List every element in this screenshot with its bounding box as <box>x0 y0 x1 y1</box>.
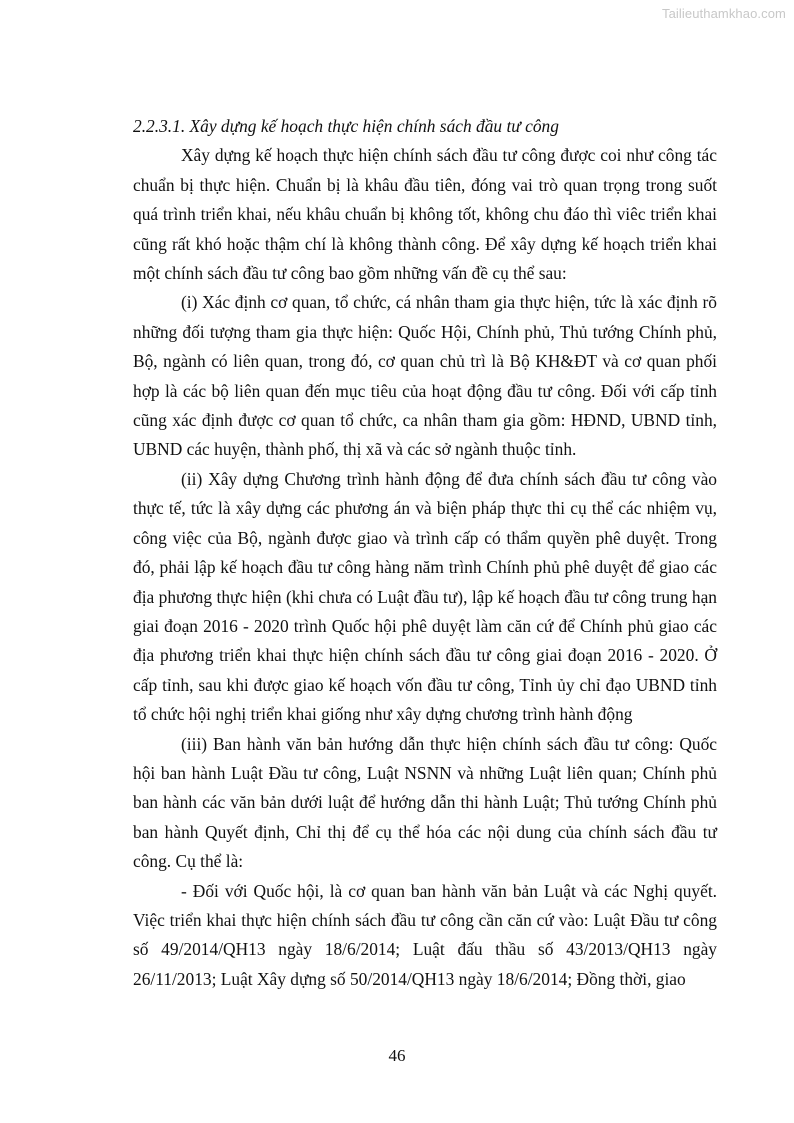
paragraph-national-assembly: - Đối với Quốc hội, là cơ quan ban hành văn bản Luật và các Nghị quyết. Việc triển khai thực hiện chính sách đầu tư công cần căn cứ vào: Luật Đầu tư công số 49/2014/QH13 ngày 18/6/2014; Luật đấu thầu số 43/2013/QH13 ngày 26/11/2013; Luật Xây dựng số 50/2014/QH13 ngày 18/6/2014; Đồng thời, giao <box>133 880 717 989</box>
page-number: 46 <box>388 1046 406 1065</box>
paragraph-item-ii: (ii) Xây dựng Chương trình hành động để đưa chính sách đầu tư công vào thực tế, tức là xây dựng các phương án và biện pháp thực thi cụ thể các nhiệm vụ, công việc của Bộ, ngành được giao và trình cấp có thẩm quyền phê duyệt. Trong đó, phải lập kế hoạch đầu tư công hàng năm trình Chính phủ phê duyệt để giao các địa phương thực hiện (khi chưa có Luật đầu tư), lập kế hoạch đầu tư công trung hạn giai đoạn 2016 - 2020 trình Quốc hội phê duyệt làm căn cứ để Chính phủ giao các địa phương triển khai thực hiện chính sách đầu tư công giai đoạn 2016 - 2020. Ở cấp tỉnh, sau khi được giao kế hoạch vốn đầu tư công, Tỉnh ủy chỉ đạo UBND tỉnh tổ chức hội nghị triển khai giống như xây dựng chương trình hành động <box>133 468 717 725</box>
watermark-text: Tailieuthamkhao.com <box>661 6 786 21</box>
paragraph-intro: Xây dựng kế hoạch thực hiện chính sách đầu tư công được coi như công tác chuẩn bị thực hiện. Chuẩn bị là khâu đầu tiên, đóng vai trò quan trọng trong suốt quá trình triển khai, nếu khâu chuẩn bị không tốt, không chu đáo thì viêc triển khai cũng rất khó hoặc thậm chí là không thành công. Để xây dựng kế hoạch triển khai một chính sách đầu tư công bao gồm những vấn đề cụ thể sau: <box>133 145 717 284</box>
paragraph-item-i: (i) Xác định cơ quan, tổ chức, cá nhân tham gia thực hiện, tức là xác định rõ những đối tượng tham gia thực hiện: Quốc Hội, Chính phủ, Thủ tướng Chính phủ, Bộ, ngành có liên quan, trong đó, cơ quan chủ trì là Bộ KH&ĐT và cơ quan phối hợp là các bộ liên quan đến mục tiêu của hoạt động đầu tư công. Đối với cấp tỉnh cũng xác định được cơ quan tổ chức, ca nhân tham gia gồm: HĐND, UBND tỉnh, UBND các huyện, thành phố, thị xã và các sở ngành thuộc tỉnh. <box>133 292 717 460</box>
document-body <box>133 112 717 994</box>
paragraph-item-iii: (iii) Ban hành văn bản hướng dẫn thực hiện chính sách đầu tư công: Quốc hội ban hành Luật Đầu tư công, Luật NSNN và những Luật liên quan; Chính phủ ban hành các văn bản dưới luật để hướng dẫn thi hành Luật; Thủ tướng Chính phủ ban hành Quyết định, Chỉ thị để cụ thể hóa các nội dung của chính sách đầu tư công. Cụ thể là: <box>133 733 717 872</box>
section-heading: 2.2.3.1. Xây dựng kế hoạch thực hiện chính sách đầu tư công <box>133 116 559 136</box>
